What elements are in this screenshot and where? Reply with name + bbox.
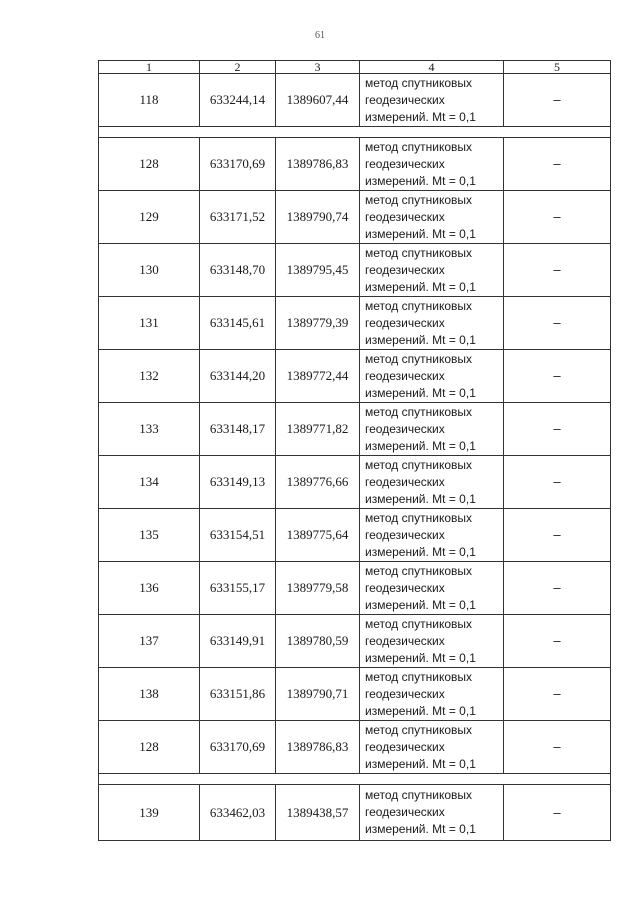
table-row xyxy=(99,785,611,841)
method-text-line: метод спутниковых xyxy=(365,563,473,578)
method-text-line: метод спутниковых xyxy=(365,510,473,525)
note-cell: – xyxy=(504,668,611,721)
method-cell xyxy=(360,74,504,127)
note-cell: – xyxy=(504,721,611,774)
x-coordinate-cell: 633151,86 xyxy=(200,668,276,721)
table-gap-row xyxy=(99,127,611,138)
table-row xyxy=(99,138,611,191)
y-coordinate-cell: 1389786,83 xyxy=(276,721,360,774)
table-row xyxy=(99,244,611,297)
x-coordinate-cell: 633148,70 xyxy=(200,244,276,297)
method-text-line: метод спутниковых xyxy=(365,139,473,154)
method-text-line: геодезических xyxy=(365,421,445,436)
method-text-line: метод спутниковых xyxy=(365,788,473,802)
method-text-line: измерений. Mt = 0,1 xyxy=(365,332,476,347)
x-coordinate-cell: 633244,14 xyxy=(200,74,276,127)
y-coordinate-cell: 1389795,45 xyxy=(276,244,360,297)
note-cell: – xyxy=(504,297,611,350)
method-text-line: метод спутниковых xyxy=(365,457,473,472)
x-coordinate-cell: 633145,61 xyxy=(200,297,276,350)
table-header-row xyxy=(99,61,611,74)
note-cell: – xyxy=(504,562,611,615)
note-cell: – xyxy=(504,191,611,244)
point-number-cell: 136 xyxy=(99,562,200,615)
method-cell xyxy=(360,403,504,456)
method-text-line: метод спутниковых xyxy=(365,298,473,313)
note-cell: – xyxy=(504,138,611,191)
x-coordinate-cell: 633149,91 xyxy=(200,615,276,668)
method-text-line: геодезических xyxy=(365,474,445,489)
method-text-line: метод спутниковых xyxy=(365,245,473,260)
table-row xyxy=(99,562,611,615)
y-coordinate-cell: 1389775,64 xyxy=(276,509,360,562)
method-text-line: геодезических xyxy=(365,686,445,701)
table-row xyxy=(99,403,611,456)
table-row xyxy=(99,668,611,721)
y-coordinate-cell: 1389607,44 xyxy=(276,74,360,127)
method-text-line: геодезических xyxy=(365,633,445,648)
method-cell xyxy=(360,562,504,615)
y-coordinate-cell: 1389779,58 xyxy=(276,562,360,615)
y-coordinate-cell: 1389790,74 xyxy=(276,191,360,244)
note-cell: – xyxy=(504,350,611,403)
method-text-line: геодезических xyxy=(365,315,445,330)
method-text-line: геодезических xyxy=(365,262,445,277)
table-row xyxy=(99,721,611,774)
y-coordinate-cell: 1389790,71 xyxy=(276,668,360,721)
note-cell: – xyxy=(504,244,611,297)
method-cell xyxy=(360,721,504,774)
note-cell: – xyxy=(504,456,611,509)
x-coordinate-cell: 633462,03 xyxy=(200,785,276,841)
x-coordinate-cell: 633154,51 xyxy=(200,509,276,562)
method-cell xyxy=(360,297,504,350)
method-text-line: измерений. Mt = 0,1 xyxy=(365,226,476,241)
x-coordinate-cell: 633148,17 xyxy=(200,403,276,456)
table-gap-row xyxy=(99,774,611,785)
y-coordinate-cell: 1389780,59 xyxy=(276,615,360,668)
method-text-line: измерений. Mt = 0,1 xyxy=(365,173,476,188)
point-number-cell: 132 xyxy=(99,350,200,403)
method-text-line: измерений. Mt = 0,1 xyxy=(365,438,476,453)
method-text-line: измерений. Mt = 0,1 xyxy=(365,597,476,612)
gap-cell xyxy=(99,127,611,138)
point-number-cell: 137 xyxy=(99,615,200,668)
point-number-cell: 133 xyxy=(99,403,200,456)
method-text-line: измерений. Mt = 0,1 xyxy=(365,544,476,559)
point-number-cell: 118 xyxy=(99,74,200,127)
note-cell: – xyxy=(504,785,611,841)
method-text-line: геодезических xyxy=(365,580,445,595)
y-coordinate-cell: 1389776,66 xyxy=(276,456,360,509)
method-text-line: геодезических xyxy=(365,209,445,224)
method-text-line: метод спутниковых xyxy=(365,351,473,366)
method-cell xyxy=(360,244,504,297)
point-number-cell: 134 xyxy=(99,456,200,509)
y-coordinate-cell: 1389438,57 xyxy=(276,785,360,841)
table-row xyxy=(99,74,611,127)
note-cell: – xyxy=(504,509,611,562)
column-header-4: 4 xyxy=(360,61,504,74)
note-cell: – xyxy=(504,403,611,456)
method-text-line: измерений. Mt = 0,1 xyxy=(365,279,476,294)
table-row xyxy=(99,456,611,509)
table-row xyxy=(99,297,611,350)
point-number-cell: 135 xyxy=(99,509,200,562)
method-text-line: геодезических xyxy=(365,527,445,542)
method-cell xyxy=(360,509,504,562)
method-text-line: измерений. Mt = 0,1 xyxy=(365,109,476,124)
page-number: 61 xyxy=(315,30,325,41)
method-cell xyxy=(360,615,504,668)
method-text-line: измерений. Mt = 0,1 xyxy=(365,385,476,400)
y-coordinate-cell: 1389786,83 xyxy=(276,138,360,191)
point-number-cell: 138 xyxy=(99,668,200,721)
gap-cell xyxy=(99,774,611,785)
method-text-line: геодезических xyxy=(365,368,445,383)
table-row xyxy=(99,191,611,244)
method-text-line: геодезических xyxy=(365,739,445,754)
y-coordinate-cell: 1389771,82 xyxy=(276,403,360,456)
column-header-2: 2 xyxy=(200,61,276,74)
coordinates-table xyxy=(98,60,611,841)
method-cell xyxy=(360,456,504,509)
y-coordinate-cell: 1389772,44 xyxy=(276,350,360,403)
method-cell xyxy=(360,191,504,244)
point-number-cell: 128 xyxy=(99,138,200,191)
point-number-cell: 139 xyxy=(99,785,200,841)
method-text-line: геодезических xyxy=(365,805,445,819)
x-coordinate-cell: 633170,69 xyxy=(200,721,276,774)
point-number-cell: 130 xyxy=(99,244,200,297)
x-coordinate-cell: 633155,17 xyxy=(200,562,276,615)
method-cell xyxy=(360,350,504,403)
point-number-cell: 128 xyxy=(99,721,200,774)
method-text-line: измерений. Mt = 0,1 xyxy=(365,650,476,665)
method-cell xyxy=(360,668,504,721)
method-text-line: измерений. Mt = 0,1 xyxy=(365,703,476,718)
y-coordinate-cell: 1389779,39 xyxy=(276,297,360,350)
note-cell: – xyxy=(504,615,611,668)
table-row xyxy=(99,615,611,668)
table-row xyxy=(99,350,611,403)
method-text-line: геодезических xyxy=(365,92,445,107)
x-coordinate-cell: 633144,20 xyxy=(200,350,276,403)
x-coordinate-cell: 633171,52 xyxy=(200,191,276,244)
point-number-cell: 131 xyxy=(99,297,200,350)
method-text-line: метод спутниковых xyxy=(365,616,473,631)
note-cell: – xyxy=(504,74,611,127)
method-text-line: метод спутниковых xyxy=(365,192,473,207)
method-text-line: измерений. Mt = 0,1 xyxy=(365,491,476,506)
method-text-line: метод спутниковых xyxy=(365,75,473,90)
x-coordinate-cell: 633170,69 xyxy=(200,138,276,191)
method-text-line: метод спутниковых xyxy=(365,404,473,419)
column-header-1: 1 xyxy=(99,61,200,74)
method-text-line: измерений. Mt = 0,1 xyxy=(365,822,476,836)
column-header-3: 3 xyxy=(276,61,360,74)
method-cell xyxy=(360,785,504,841)
method-text-line: метод спутниковых xyxy=(365,669,473,684)
method-text-line: геодезических xyxy=(365,156,445,171)
method-text-line: метод спутниковых xyxy=(365,722,473,737)
table-row xyxy=(99,509,611,562)
method-text-line: измерений. Mt = 0,1 xyxy=(365,756,476,771)
column-header-5: 5 xyxy=(504,61,611,74)
method-cell xyxy=(360,138,504,191)
x-coordinate-cell: 633149,13 xyxy=(200,456,276,509)
point-number-cell: 129 xyxy=(99,191,200,244)
